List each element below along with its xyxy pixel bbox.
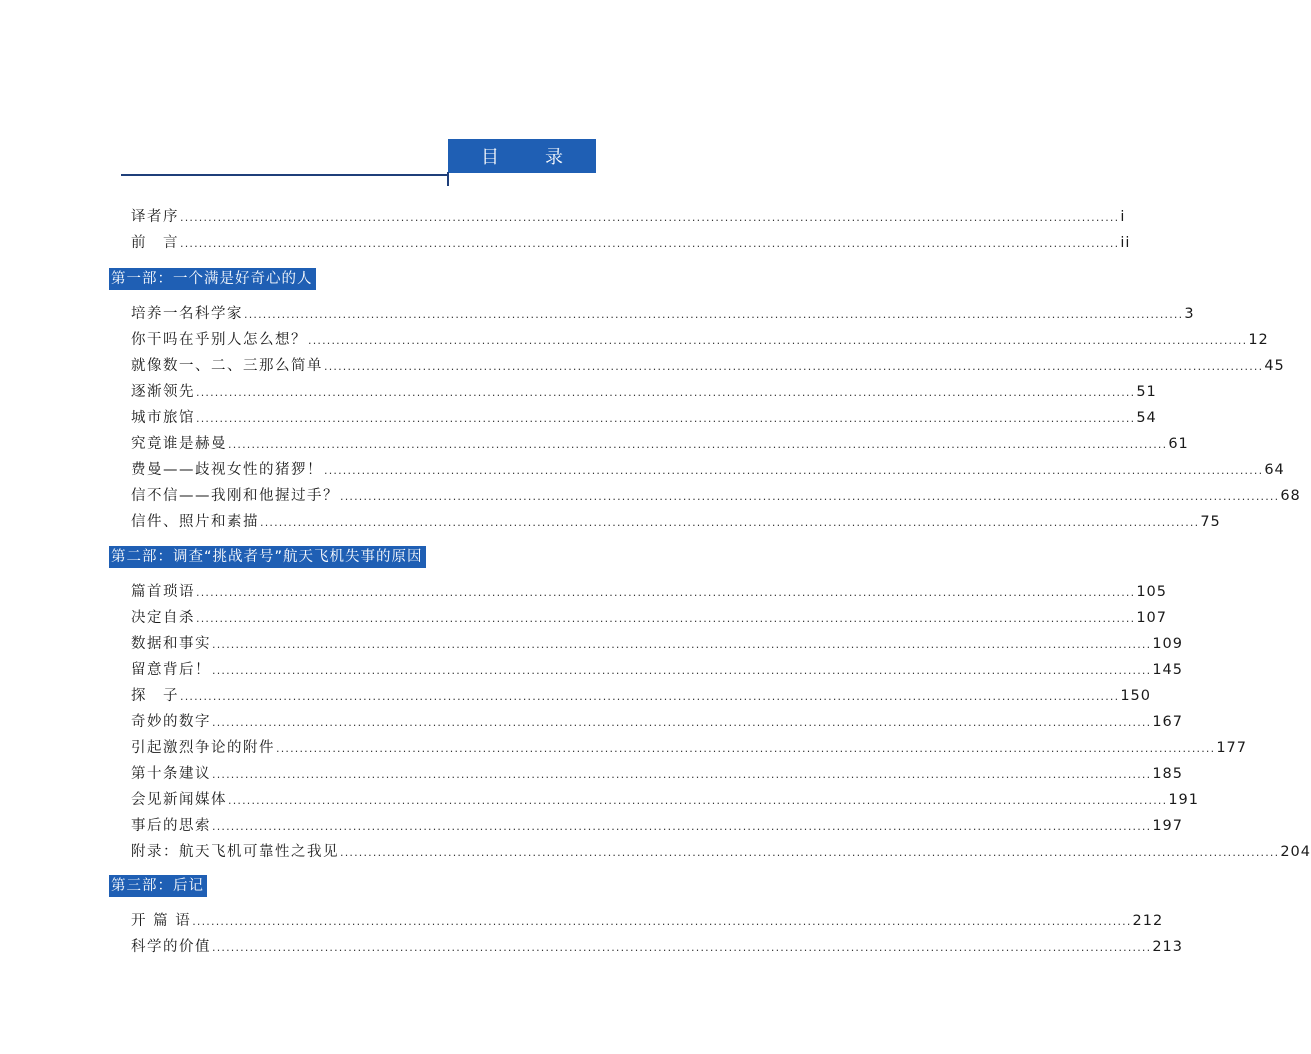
leader-dots: ........................................................................................................................................................................................................ xyxy=(196,412,1136,425)
leader-dots: ........................................................................................................................................................................................................ xyxy=(340,490,1280,503)
toc-entry-page: 45 xyxy=(1264,358,1285,374)
toc-entry-label: 开 篇 语 xyxy=(131,913,192,929)
toc-entry-page: 12 xyxy=(1248,332,1269,348)
toc-entry-label: 附录：航天飞机可靠性之我见 xyxy=(131,844,339,860)
toc-entry[interactable] xyxy=(131,709,1184,731)
toc-entry[interactable] xyxy=(131,631,1184,653)
toc-entry-page: 107 xyxy=(1136,610,1168,626)
leader-dots: ........................................................................................................................................................................................................ xyxy=(212,820,1152,833)
toc-entry[interactable] xyxy=(131,839,1311,861)
toc-entry[interactable] xyxy=(131,761,1184,783)
toc-entry[interactable] xyxy=(131,431,1189,453)
toc-entry-page: 212 xyxy=(1132,913,1164,929)
toc-entry-page: 177 xyxy=(1216,740,1248,756)
toc-entry[interactable] xyxy=(131,509,1221,531)
leader-dots: ........................................................................................................................................................................................................ xyxy=(212,941,1152,954)
leader-dots: ........................................................................................................................................................................................................ xyxy=(180,237,1120,250)
toc-entry[interactable] xyxy=(131,327,1269,349)
toc-entry-label: 留意背后！ xyxy=(131,662,211,678)
toc-entry-page: 167 xyxy=(1152,714,1184,730)
toc-entry-label: 城市旅馆 xyxy=(131,410,195,426)
toc-entry[interactable] xyxy=(131,483,1301,505)
toc-entry-page: 105 xyxy=(1136,584,1168,600)
leader-dots: ........................................................................................................................................................................................................ xyxy=(340,846,1280,859)
toc-entry-label: 逐渐领先 xyxy=(131,384,195,400)
title-underline xyxy=(121,174,448,176)
toc-entry-page: 68 xyxy=(1280,488,1301,504)
part-heading-3[interactable]: 第三部：后记 xyxy=(109,875,207,897)
toc-entry-label: 奇妙的数字 xyxy=(131,714,211,730)
toc-entry-page: 191 xyxy=(1168,792,1200,808)
leader-dots: ........................................................................................................................................................................................................ xyxy=(324,464,1264,477)
toc-entry[interactable] xyxy=(131,405,1157,427)
part-heading-1[interactable]: 第一部：一个满是好奇心的人 xyxy=(109,268,316,290)
toc-entry-label: 决定自杀 xyxy=(131,610,195,626)
leader-dots: ........................................................................................................................................................................................................ xyxy=(196,612,1136,625)
toc-entry[interactable] xyxy=(131,353,1285,375)
toc-entry-page: 204 xyxy=(1280,844,1311,860)
toc-entry-label: 篇首琐语 xyxy=(131,584,195,600)
toc-entry-page: 51 xyxy=(1136,384,1157,400)
leader-dots: ........................................................................................................................................................................................................ xyxy=(276,742,1216,755)
title-underline-tick xyxy=(447,172,449,186)
toc-entry-label: 事后的思索 xyxy=(131,818,211,834)
toc-entry-page: 213 xyxy=(1152,939,1184,955)
toc-entry-page: 3 xyxy=(1184,306,1195,322)
toc-entry-label: 培养一名科学家 xyxy=(131,306,243,322)
toc-entry-label: 信件、照片和素描 xyxy=(131,514,259,530)
toc-entry[interactable] xyxy=(131,787,1200,809)
toc-entry-label: 科学的价值 xyxy=(131,939,211,955)
leader-dots: ........................................................................................................................................................................................................ xyxy=(324,360,1264,373)
leader-dots: ........................................................................................................................................................................................................ xyxy=(228,794,1168,807)
toc-title xyxy=(448,139,596,173)
toc-entry-page: 185 xyxy=(1152,766,1184,782)
toc-entry-label: 信不信——我刚和他握过手？ xyxy=(131,488,339,504)
toc-entry-page: 145 xyxy=(1152,662,1184,678)
toc-entry[interactable] xyxy=(131,301,1195,323)
toc-entry-preface-translator[interactable] xyxy=(131,204,1126,226)
leader-dots: ........................................................................................................................................................................................................ xyxy=(180,690,1120,703)
leader-dots: ........................................................................................................................................................................................................ xyxy=(308,334,1248,347)
toc-entry-page: i xyxy=(1120,209,1126,225)
toc-entry-label: 会见新闻媒体 xyxy=(131,792,227,808)
toc-entry[interactable] xyxy=(131,908,1164,930)
toc-title-right: 录 xyxy=(545,147,563,168)
toc-entry[interactable] xyxy=(131,379,1157,401)
leader-dots: ........................................................................................................................................................................................................ xyxy=(228,438,1168,451)
toc-entry-page: 54 xyxy=(1136,410,1157,426)
toc-entry[interactable] xyxy=(131,735,1248,757)
leader-dots: ........................................................................................................................................................................................................ xyxy=(180,211,1120,224)
toc-entry-label: 探 子 xyxy=(131,688,179,704)
toc-entry[interactable] xyxy=(131,683,1152,705)
leader-dots: ........................................................................................................................................................................................................ xyxy=(212,716,1152,729)
leader-dots: ........................................................................................................................................................................................................ xyxy=(192,915,1132,928)
toc-entry[interactable] xyxy=(131,657,1184,679)
toc-entry[interactable] xyxy=(131,813,1184,835)
toc-entry-page: 64 xyxy=(1264,462,1285,478)
toc-entry-page: 150 xyxy=(1120,688,1152,704)
toc-entry-page: ii xyxy=(1120,235,1131,251)
toc-entry[interactable] xyxy=(131,457,1285,479)
toc-entry-label: 究竟谁是赫曼 xyxy=(131,436,227,452)
toc-entry-label: 就像数一、二、三那么简单 xyxy=(131,358,323,374)
toc-entry-page: 109 xyxy=(1152,636,1184,652)
leader-dots: ........................................................................................................................................................................................................ xyxy=(260,516,1200,529)
toc-entry[interactable] xyxy=(131,934,1184,956)
toc-entry-foreword[interactable] xyxy=(131,230,1131,252)
leader-dots: ........................................................................................................................................................................................................ xyxy=(212,768,1152,781)
leader-dots: ........................................................................................................................................................................................................ xyxy=(212,664,1152,677)
toc-entry-label: 引起激烈争论的附件 xyxy=(131,740,275,756)
toc-title-left: 目 xyxy=(481,147,499,168)
toc-entry-label: 你干吗在乎别人怎么想？ xyxy=(131,332,307,348)
leader-dots: ........................................................................................................................................................................................................ xyxy=(244,308,1184,321)
toc-entry-page: 197 xyxy=(1152,818,1184,834)
leader-dots: ........................................................................................................................................................................................................ xyxy=(196,386,1136,399)
part-heading-2[interactable]: 第二部：调查“挑战者号”航天飞机失事的原因 xyxy=(109,546,426,568)
toc-entry-label: 第十条建议 xyxy=(131,766,211,782)
toc-entry-label: 译者序 xyxy=(131,209,179,225)
toc-entry-label: 前 言 xyxy=(131,235,179,251)
leader-dots: ........................................................................................................................................................................................................ xyxy=(196,586,1136,599)
toc-entry-label: 数据和事实 xyxy=(131,636,211,652)
leader-dots: ........................................................................................................................................................................................................ xyxy=(212,638,1152,651)
toc-entry[interactable] xyxy=(131,605,1168,627)
toc-entry-page: 61 xyxy=(1168,436,1189,452)
toc-entry-label: 费曼——歧视女性的猪猡！ xyxy=(131,462,323,478)
toc-entry[interactable] xyxy=(131,579,1168,601)
toc-entry-page: 75 xyxy=(1200,514,1221,530)
